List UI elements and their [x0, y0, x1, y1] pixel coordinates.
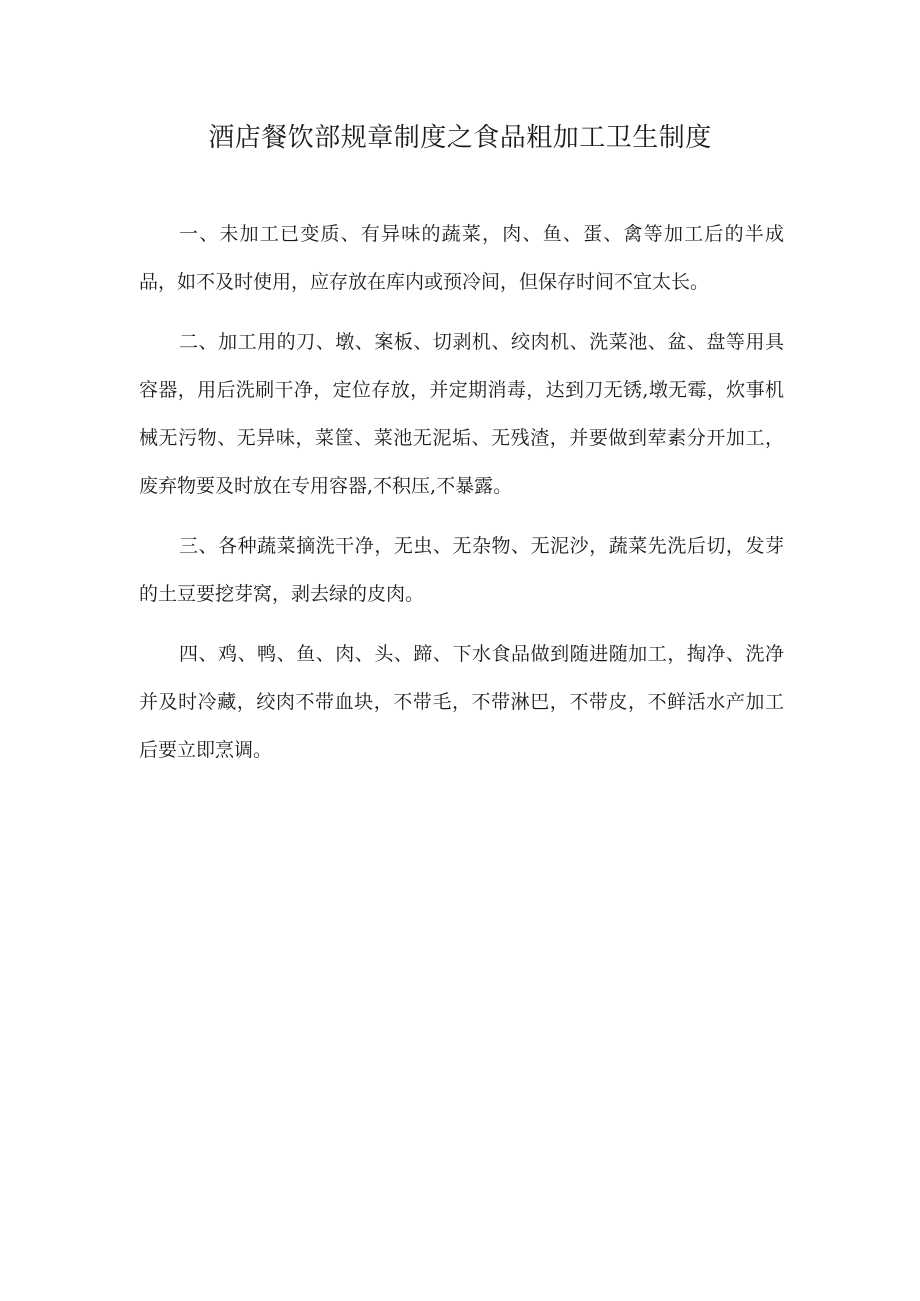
- paragraph-1: 一、未加工已变质、有异味的蔬菜，肉、鱼、蛋、禽等加工后的半成品，如不及时使用，应存放在库内或预冷间，但保存时间不宜太长。: [139, 223, 784, 293]
- document-body: [139, 210, 784, 786]
- paragraph-2: 二、加工用的刀、墩、案板、切剥机、绞肉机、洗菜池、盆、盘等用具容器，用后洗刷干净，定位存放，并定期消毒，达到刀无锈,墩无霉，炊事机械无污物、无异味，菜筐、菜池无泥垢、无残渣，并要做到荤素分开加工，废弃物要及时放在专用容器,不积压,不暴露。: [139, 331, 784, 497]
- document-title: 酒店餐饮部规章制度之食品粗加工卫生制度: [208, 123, 712, 153]
- paragraph-3: 三、各种蔬菜摘洗干净，无虫、无杂物、无泥沙，蔬菜先洗后切，发芽的土豆要挖芽窝，剥去绿的皮肉。: [139, 535, 784, 605]
- paragraph-4: 四、鸡、鸭、鱼、肉、头、蹄、下水食品做到随进随加工，掏净、洗净并及时冷藏，绞肉不带血块，不带毛，不带淋巴，不带皮，不鲜活水产加工后要立即烹调。: [139, 643, 784, 761]
